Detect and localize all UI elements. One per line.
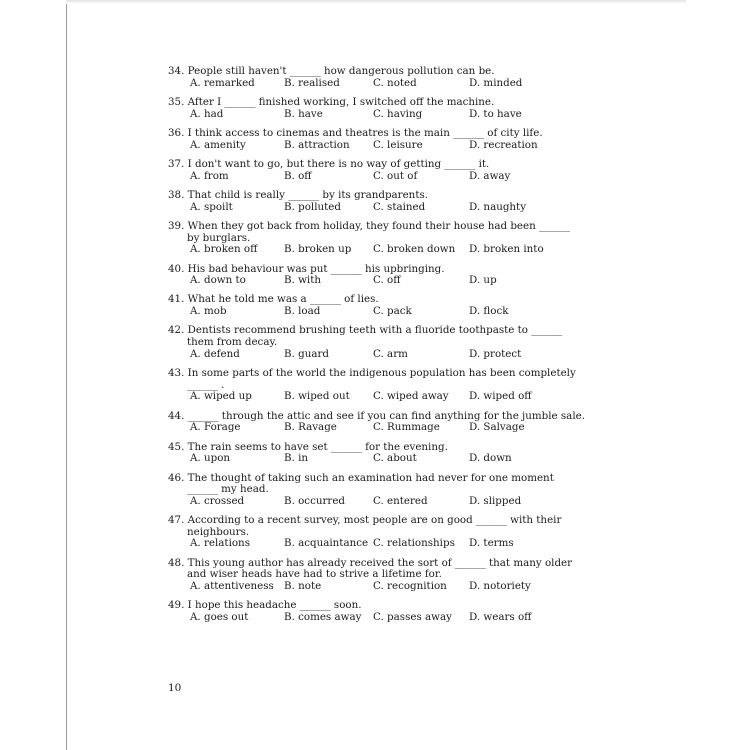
question-stem-continuation: by burglars. bbox=[187, 231, 251, 244]
answer-options bbox=[168, 453, 588, 465]
answer-option: A. upon bbox=[190, 452, 231, 465]
answer-option: D. Salvage bbox=[469, 421, 525, 434]
answer-option: D. broken into bbox=[469, 243, 544, 256]
answer-option: D. slipped bbox=[469, 494, 522, 507]
question-stem-continuation: them from decay. bbox=[187, 336, 278, 349]
question-stem: 38. That child is really ______ by its grandparents. bbox=[168, 188, 429, 201]
question-item bbox=[168, 159, 588, 182]
answer-option: A. goes out bbox=[190, 610, 249, 623]
question-list bbox=[168, 66, 588, 631]
question-stem-continuation: and wiser heads have had to strive a lifetime for. bbox=[187, 568, 442, 581]
question-item bbox=[168, 190, 588, 213]
answer-option: C. Rummage bbox=[373, 421, 440, 434]
answer-option: A. wiped up bbox=[190, 390, 252, 403]
answer-options bbox=[168, 275, 588, 287]
answer-options bbox=[168, 202, 588, 214]
question-stem: 36. I think access to cinemas and theatres is the main ______ of city life. bbox=[168, 126, 543, 139]
answer-option: B. guard bbox=[284, 347, 329, 360]
answer-option: A. spoilt bbox=[190, 200, 233, 213]
answer-options bbox=[168, 140, 588, 152]
answer-option: A. relations bbox=[190, 537, 250, 550]
question-item bbox=[168, 600, 588, 623]
question-item bbox=[168, 221, 588, 256]
answer-option: D. wears off bbox=[469, 610, 532, 623]
answer-option: C. pack bbox=[373, 305, 412, 318]
question-item bbox=[168, 515, 588, 550]
question-stem: 46. The thought of taking such an examination had never for one moment bbox=[168, 471, 554, 484]
answer-option: C. noted bbox=[373, 76, 417, 89]
question-item bbox=[168, 558, 588, 593]
question-stem: 40. His bad behaviour was put ______ his upbringing. bbox=[168, 262, 445, 275]
answer-option: B. comes away bbox=[284, 610, 362, 623]
answer-options bbox=[168, 581, 588, 593]
answer-option: C. passes away bbox=[373, 610, 452, 623]
answer-option: B. have bbox=[284, 107, 323, 120]
question-stem: 37. I don't want to go, but there is no way of getting ______ it. bbox=[168, 157, 490, 170]
answer-option: B. attraction bbox=[284, 138, 350, 151]
answer-options bbox=[168, 306, 588, 318]
answer-options bbox=[168, 171, 588, 183]
answer-option: C. out of bbox=[373, 169, 418, 182]
page-top-shade bbox=[66, 0, 686, 4]
answer-option: A. down to bbox=[190, 274, 246, 287]
answer-option: A. from bbox=[190, 169, 229, 182]
answer-option: B. in bbox=[284, 452, 309, 465]
question-stem-continuation: ______ . bbox=[187, 378, 225, 391]
answer-option: C. off bbox=[373, 274, 401, 287]
answer-option: A. mob bbox=[190, 305, 227, 318]
question-stem: 39. When they got back from holiday, they found their house had been ______ bbox=[168, 219, 570, 232]
answer-option: C. arm bbox=[373, 347, 408, 360]
answer-options bbox=[168, 612, 588, 624]
question-stem: 43. In some parts of the world the indigenous population has been completely bbox=[168, 367, 576, 380]
question-item bbox=[168, 325, 588, 360]
answer-option: D. protect bbox=[469, 347, 522, 360]
question-item bbox=[168, 264, 588, 287]
answer-option: B. broken up bbox=[284, 243, 352, 256]
question-stem: 45. The rain seems to have set ______ for the evening. bbox=[168, 440, 448, 453]
answer-option: D. down bbox=[469, 452, 512, 465]
question-stem: 41. What he told me was a ______ of lies. bbox=[168, 293, 379, 306]
answer-option: C. having bbox=[373, 107, 423, 120]
answer-options bbox=[168, 422, 588, 434]
answer-option: D. recreation bbox=[469, 138, 538, 151]
question-stem: 47. According to a recent survey, most people are on good ______ with their bbox=[168, 514, 562, 527]
answer-option: D. up bbox=[469, 274, 497, 287]
answer-option: D. terms bbox=[469, 537, 514, 550]
answer-option: C. broken down bbox=[373, 243, 456, 256]
question-item bbox=[168, 368, 588, 403]
answer-option: A. amenity bbox=[190, 138, 246, 151]
answer-option: C. leisure bbox=[373, 138, 423, 151]
answer-option: B. occurred bbox=[284, 494, 346, 507]
answer-option: D. minded bbox=[469, 76, 523, 89]
answer-option: A. broken off bbox=[190, 243, 258, 256]
answer-option: A. remarked bbox=[190, 76, 255, 89]
question-item bbox=[168, 66, 588, 89]
question-stem: 49. I hope this headache ______ soon. bbox=[168, 599, 362, 612]
answer-options bbox=[168, 496, 588, 508]
answer-option: B. wiped out bbox=[284, 390, 350, 403]
question-item bbox=[168, 97, 588, 120]
answer-options bbox=[168, 349, 588, 361]
question-item bbox=[168, 442, 588, 465]
question-stem-continuation: ______ my head. bbox=[187, 483, 269, 496]
answer-option: C. stained bbox=[373, 200, 426, 213]
question-stem: 35. After I ______ finished working, I switched off the machine. bbox=[168, 95, 495, 108]
answer-option: C. wiped away bbox=[373, 390, 449, 403]
answer-option: C. about bbox=[373, 452, 417, 465]
question-item bbox=[168, 411, 588, 434]
answer-option: A. had bbox=[190, 107, 224, 120]
answer-option: B. acquaintance bbox=[284, 537, 369, 550]
answer-option: D. notoriety bbox=[469, 579, 531, 592]
question-stem: 44. ______ through the attic and see if you can find anything for the jumble sale. bbox=[168, 409, 585, 422]
answer-option: B. realised bbox=[284, 76, 340, 89]
question-stem-continuation: neighbours. bbox=[187, 525, 250, 538]
answer-option: D. wiped off bbox=[469, 390, 532, 403]
question-item bbox=[168, 128, 588, 151]
answer-option: D. flock bbox=[469, 305, 509, 318]
question-stem: 34. People still haven't ______ how dangerous pollution can be. bbox=[168, 65, 495, 77]
answer-option: A. attentiveness bbox=[190, 579, 274, 592]
answer-option: D. to have bbox=[469, 107, 522, 120]
answer-option: B. note bbox=[284, 579, 322, 592]
question-item bbox=[168, 473, 588, 508]
answer-option: B. load bbox=[284, 305, 321, 318]
answer-options bbox=[168, 78, 588, 90]
page-number: 10 bbox=[168, 682, 182, 694]
answer-option: C. entered bbox=[373, 494, 428, 507]
answer-option: D. away bbox=[469, 169, 511, 182]
answer-option: C. recognition bbox=[373, 579, 447, 592]
answer-options bbox=[168, 391, 588, 403]
answer-option: B. polluted bbox=[284, 200, 341, 213]
answer-option: B. Ravage bbox=[284, 421, 337, 434]
answer-option: A. Forage bbox=[190, 421, 241, 434]
answer-option: B. off bbox=[284, 169, 312, 182]
answer-option: D. naughty bbox=[469, 200, 527, 213]
answer-options bbox=[168, 109, 588, 121]
question-stem: 48. This young author has already received the sort of ______ that many older bbox=[168, 556, 573, 569]
answer-option: A. crossed bbox=[190, 494, 245, 507]
answer-options bbox=[168, 538, 588, 550]
answer-option: B. with bbox=[284, 274, 321, 287]
question-item bbox=[168, 294, 588, 317]
question-stem: 42. Dentists recommend brushing teeth with a fluoride toothpaste to ______ bbox=[168, 324, 563, 337]
answer-option: A. defend bbox=[190, 347, 240, 360]
answer-option: C. relationships bbox=[373, 537, 455, 550]
page-left-edge bbox=[66, 0, 67, 750]
answer-options bbox=[168, 244, 588, 256]
